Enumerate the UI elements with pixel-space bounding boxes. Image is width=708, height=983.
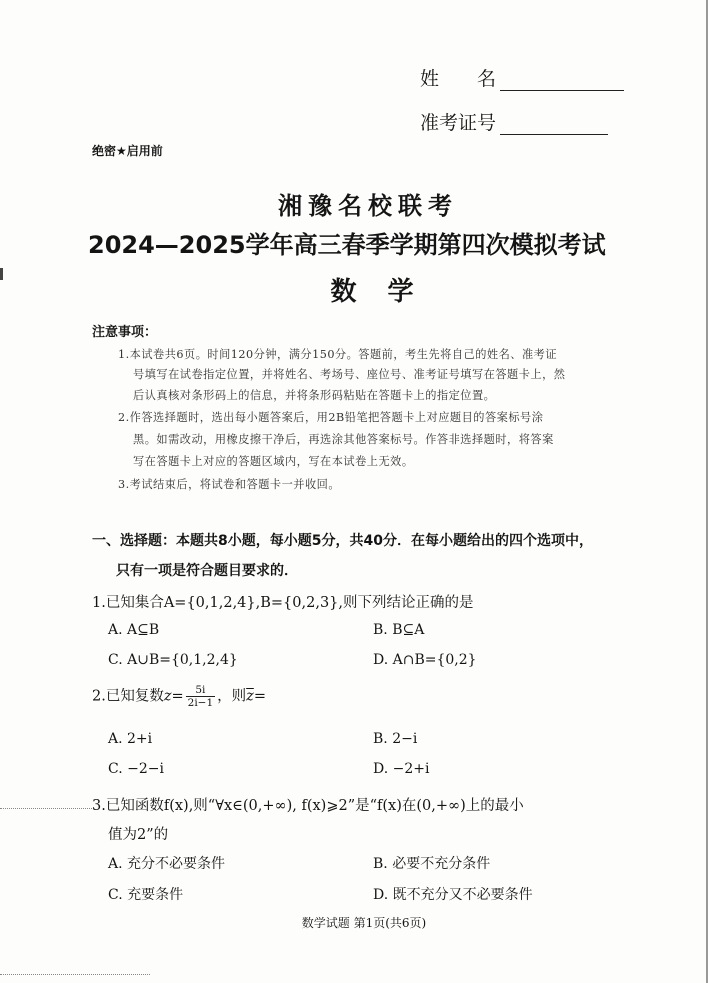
notice-line-5: 黑。如需改动，用橡皮擦干净后，再选涂其他答案标号。作答非选择题时，将答案: [133, 433, 554, 446]
question-1-option-c: C. A∪B={0,1,2,4}: [108, 652, 238, 668]
notice-line-4: 2.作答选择题时，选出每小题答案后，用2B铅笔把答题卡上对应题目的答案标号涂: [118, 411, 544, 424]
scan-dotted-line: [0, 808, 92, 809]
question-1-option-a: A. A⊆B: [108, 622, 160, 638]
question-2-stem: [92, 684, 266, 709]
exam-id-field: [420, 108, 608, 135]
question-2-equals: =: [171, 688, 184, 705]
question-3-option-a: A. 充分不必要条件: [108, 856, 226, 872]
question-2-stem-prefix: 2.已知复数: [92, 688, 164, 705]
exam-organizer-title: 湘豫名校联考: [278, 192, 458, 220]
name-blank-line[interactable]: [500, 70, 624, 91]
notice-line-7: 3.考试结束后，将试卷和答题卡一并收回。: [118, 478, 341, 491]
question-2-option-c: C. −2−i: [108, 761, 164, 777]
question-2-fraction: [186, 684, 216, 709]
question-3-option-c: C. 充要条件: [108, 887, 184, 903]
question-1-option-d: D. A∩B={0,2}: [373, 652, 477, 668]
question-2-variable-z: z: [163, 688, 172, 705]
exam-title: 2024—2025学年高三春季学期第四次模拟考试: [88, 231, 606, 259]
confidential-label: 绝密★启用前: [92, 144, 163, 158]
question-2-stem-mid: ，则: [217, 688, 247, 705]
question-1-option-b: B. B⊆A: [373, 622, 425, 638]
page-footer: 数学试题 第1页(共6页): [301, 916, 427, 930]
question-2-option-b: B. 2−i: [373, 731, 418, 747]
name-label: 姓 名: [420, 68, 497, 90]
notice-line-1: 1.本试卷共6页。时间120分钟，满分150分。答题前，考生先将自己的姓名、准考证: [118, 348, 558, 361]
question-3-stem-line-2: 值为2”的: [108, 827, 169, 843]
exam-id-blank-line[interactable]: [500, 114, 608, 135]
notice-heading: 注意事项：: [92, 325, 158, 340]
question-3-stem-line-1: 3.已知函数f(x),则“∀x∈(0,+∞), f(x)⩾2”是“f(x)在(0,+∞)上的最小: [92, 798, 524, 814]
section-heading-line-2: 只有一项是符合题目要求的．: [116, 563, 298, 579]
scan-edge-mark: [0, 268, 3, 280]
exam-id-label: 准考证号: [420, 112, 497, 134]
question-3-option-d: D. 既不充分又不必要条件: [373, 887, 533, 903]
subject-title: 数 学: [330, 277, 414, 307]
notice-line-6: 写在答题卡上对应的答题区域内，写在本试卷上无效。: [133, 455, 414, 468]
question-2-option-a: A. 2+i: [108, 731, 153, 747]
question-2-option-d: D. −2+i: [373, 761, 430, 777]
question-2-numerator: 5i: [186, 684, 216, 697]
question-1-stem: 1.已知集合A={0,1,2,4},B={0,2,3},则下列结论正确的是: [92, 595, 474, 611]
question-2-stem-suffix: =: [253, 688, 266, 705]
question-3-option-b: B. 必要不充分条件: [373, 856, 491, 872]
scan-dotted-line-bottom: [0, 974, 150, 975]
question-2-conjugate-z: $\overline{z}$: [246, 688, 254, 705]
name-field: [420, 64, 624, 91]
notice-line-3: 后认真核对条形码上的信息，并将条形码粘贴在答题卡上的指定位置。: [133, 389, 496, 402]
question-2-denominator: 2i−1: [187, 697, 214, 709]
notice-line-2: 号填写在试卷指定位置，并将姓名、考场号、座位号、准考证号填写在答题卡上，然: [133, 368, 566, 381]
section-heading-line-1: 一、选择题：本题共8小题，每小题5分，共40分．在每小题给出的四个选项中，: [92, 533, 593, 549]
